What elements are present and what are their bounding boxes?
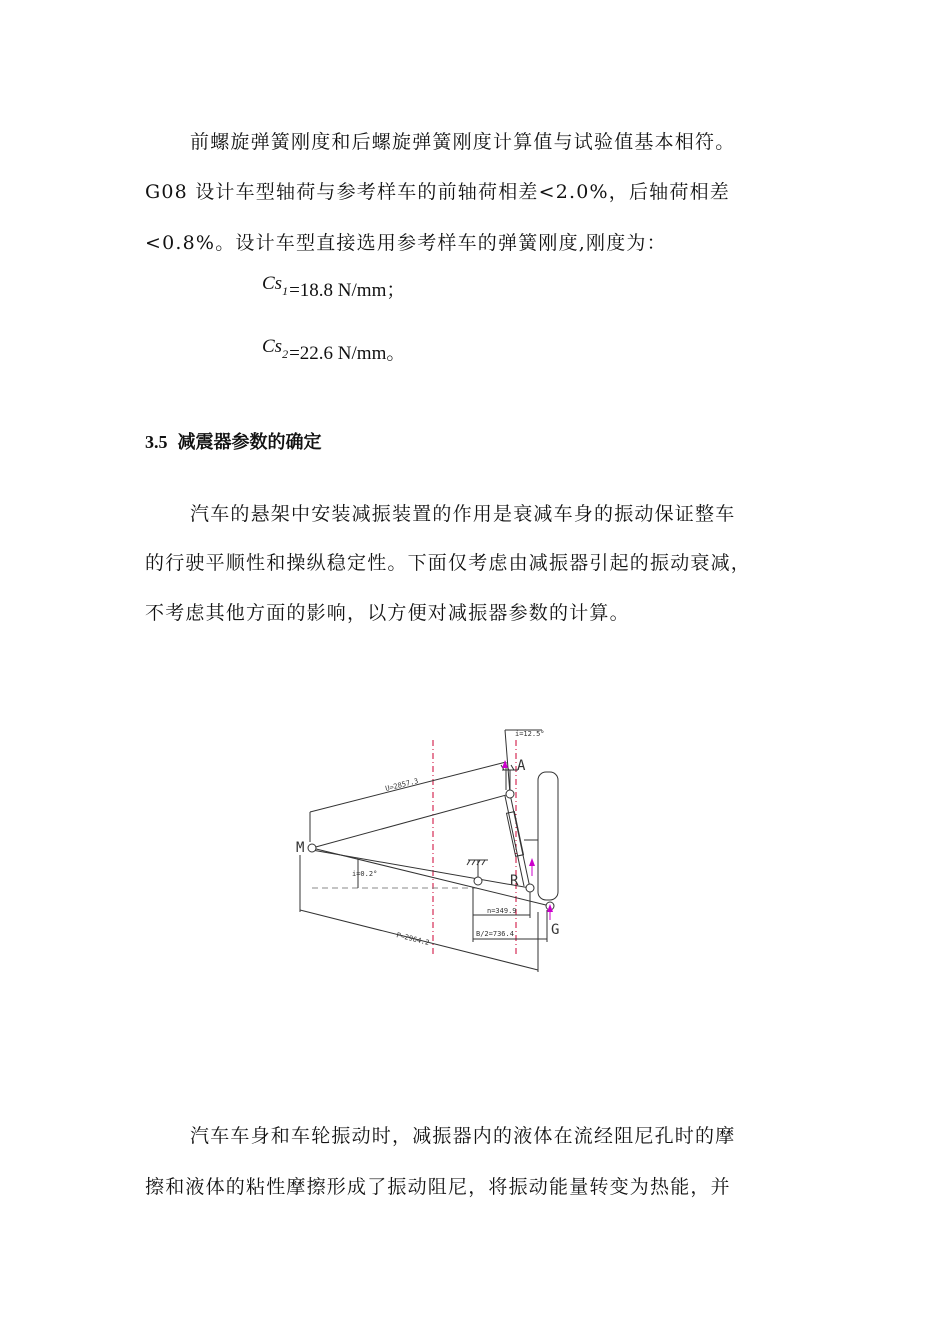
label-r: R (510, 873, 519, 889)
formula-cs2 (262, 338, 405, 365)
angle-mid-label: i=0.2° (352, 870, 378, 878)
formula-cs2-subscript: 2 (282, 347, 289, 361)
formula-cs2-value: =22.6 N/mm。 (289, 343, 406, 364)
para2-line1: 汽车的悬架中安装减振装置的作用是衰减车身的振动保证整车 (190, 503, 736, 525)
suspension-diagram (292, 720, 582, 980)
joint-A (506, 790, 514, 798)
dim-b2-label: B/2=736.4 (476, 930, 514, 938)
dim-p-label: P=2964.2 (395, 931, 431, 948)
para1-line1: 前螺旋弹簧刚度和后螺旋弹簧刚度计算值与试验值基本相符。 (190, 131, 736, 153)
wheel (538, 772, 558, 900)
label-a: A (517, 758, 526, 774)
para2-line2: 的行驶平顺性和操纵稳定性。下面仅考虑由减振器引起的振动衰减， (145, 552, 752, 574)
formula-cs1-subscript: 1 (282, 284, 289, 298)
section-number: 3.5 (145, 432, 168, 452)
formula-cs2-symbol: Cs (262, 336, 283, 357)
para1-line3: <0.8%。设计车型直接选用参考样车的弹簧刚度,刚度为： (145, 232, 667, 254)
joint-M (308, 844, 316, 852)
label-g: G (551, 922, 560, 938)
joint-R (526, 884, 534, 892)
upper-line-MA (312, 794, 510, 848)
joint-pivot (474, 877, 482, 885)
dim-n-label: n=349.9 (487, 907, 517, 915)
para1-line2: G08 设计车型轴荷与参考样车的前轴荷相差<2.0%，后轴荷相差 (145, 181, 730, 203)
para3-line1: 汽车车身和车轮振动时，减振器内的液体在流经阻尼孔时的摩 (190, 1125, 736, 1147)
label-m: M (296, 840, 305, 856)
section-title: 减震器参数的确定 (177, 432, 322, 453)
formula-cs1 (262, 275, 405, 302)
formula-cs1-value: =18.8 N/mm； (289, 280, 406, 301)
formula-cs1-symbol: Cs (262, 273, 283, 294)
section-heading (145, 428, 322, 454)
para2-line3: 不考虑其他方面的影响，以方便对减振器参数的计算。 (145, 602, 630, 624)
angle-top-label: i=12.5° (515, 730, 545, 738)
dim-u-label: U=2857.3 (384, 777, 420, 793)
arrow-mid (529, 858, 535, 866)
lower-arm-line (312, 850, 530, 888)
para3-line2: 擦和液体的粘性摩擦形成了振动阻尼，将振动能量转变为热能，并 (145, 1176, 731, 1198)
